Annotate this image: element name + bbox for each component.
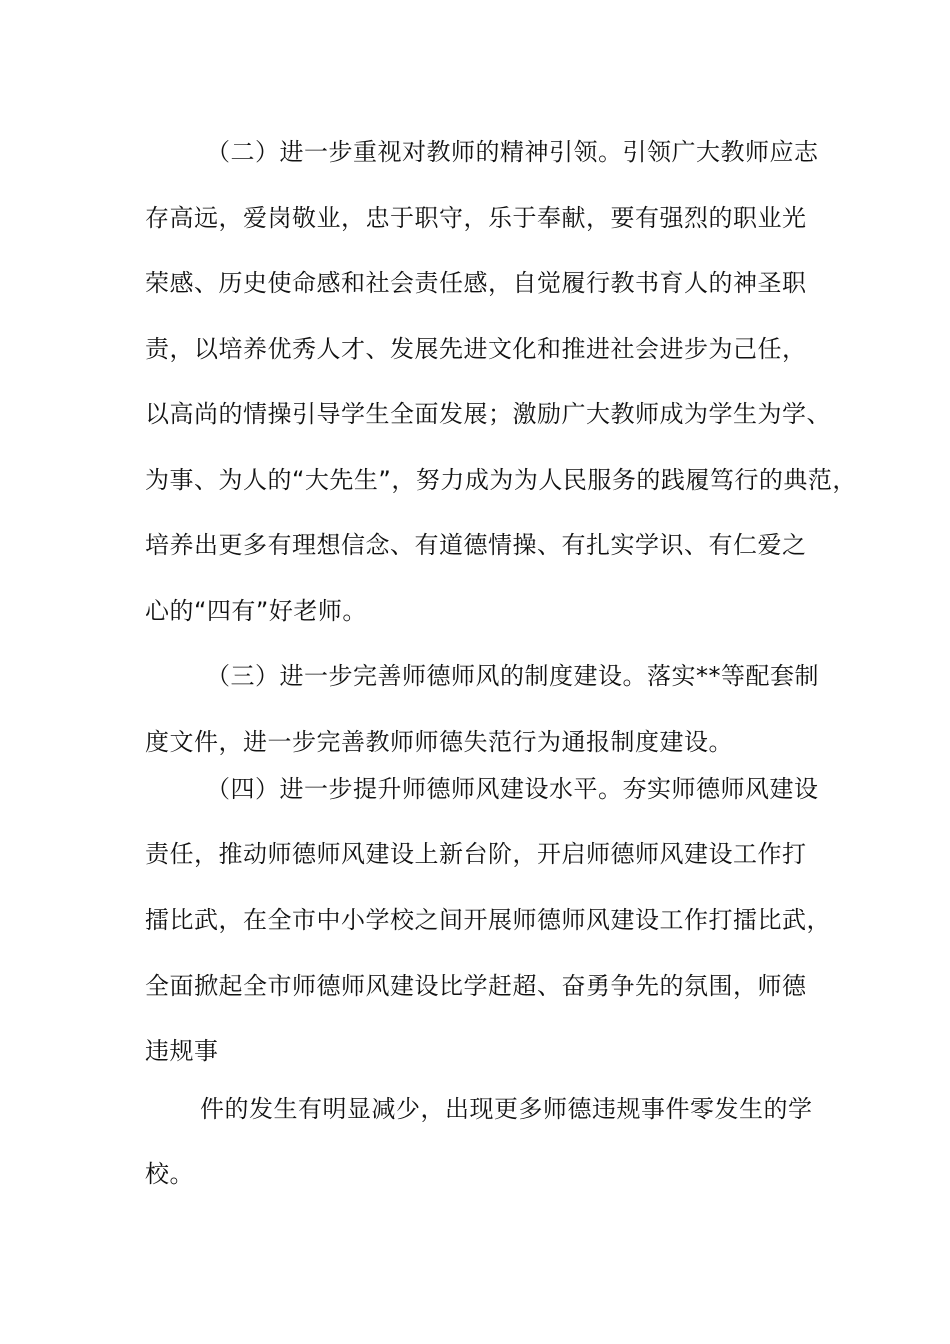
text-line: 违规事 [145,1037,219,1065]
text-line: 责任，推动师德师风建设上新台阶，开启师德师风建设工作打 [145,840,807,868]
text-line: 度文件，进一步完善教师师德失范行为通报制度建设。 [145,728,733,756]
text-line: 为事、为人的“大先生”，努力成为为人民服务的践履笃行的典范， [145,466,857,494]
text-line: 校。 [145,1160,194,1188]
text-line: （四）进一步提升师德师风建设水平。夯实师德师风建设 [206,775,819,803]
text-line: 件的发生有明显减少，出现更多师德违规事件零发生的学 [200,1095,813,1123]
text-line: 荣感、历史使命感和社会责任感，自觉履行教书育人的神圣职 [145,269,807,297]
text-line: 擂比武，在全市中小学校之间开展师德师风建设工作打擂比武， [145,906,831,934]
text-line: 培养出更多有理想信念、有道德情操、有扎实学识、有仁爱之 [145,531,807,559]
text-line: 心的“四有”好老师。 [145,597,367,625]
text-line: 以高尚的情操引导学生全面发展；激励广大教师成为学生为学、 [145,400,831,428]
text-line: 全面掀起全市师德师风建设比学赶超、奋勇争先的氛围，师德 [145,972,807,1000]
text-line: （二）进一步重视对教师的精神引领。引领广大教师应志 [206,138,819,166]
text-line: 存高远，爱岗敬业，忠于职守，乐于奉献，要有强烈的职业光 [145,204,807,232]
text-line: （三）进一步完善师德师风的制度建设。落实**等配套制 [206,662,819,690]
text-line: 责，以培养优秀人才、发展先进文化和推进社会进步为己任， [145,335,807,363]
